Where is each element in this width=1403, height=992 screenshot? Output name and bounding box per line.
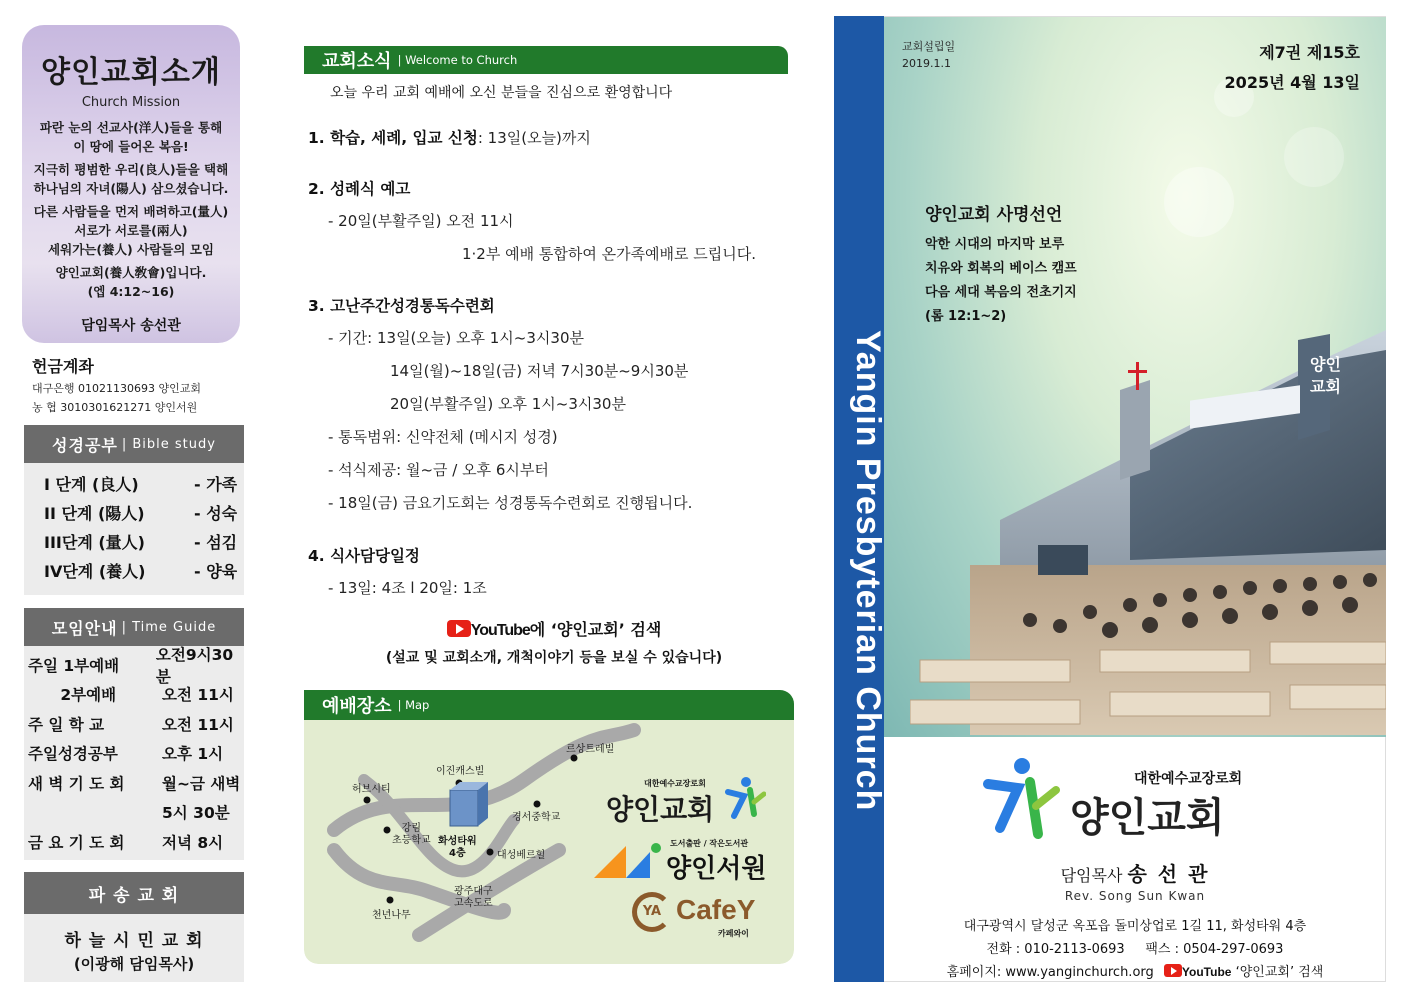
- map-label: 천년나무: [372, 910, 411, 921]
- bible-study-title: 성경공부: [52, 435, 118, 455]
- cover-web-line: [884, 961, 1386, 980]
- mission-line: (엡 4:12~16): [87, 284, 175, 299]
- cafe-name: CafeY: [676, 894, 756, 925]
- cover-church-name: 양인교회: [1070, 795, 1225, 841]
- map-label: 강림 초등학교: [392, 823, 431, 846]
- news-line: - 20일(부활주일) 오전 11시: [328, 212, 514, 230]
- map-label: 광주대구 고속도로: [454, 886, 493, 909]
- map-logo2-top: 도서출판 / 작은도서관: [670, 839, 749, 848]
- offering-title: 헌금계좌: [32, 357, 94, 376]
- offering-account: 농 협 3010301621271 양인서원: [32, 401, 198, 414]
- cover-pastor: [884, 858, 1386, 887]
- church-photo: [910, 330, 1386, 735]
- mission-line: 양인교회(養人敎會)입니다.: [55, 265, 207, 280]
- news-line: 1·2부 예배 통합하여 온가족예배로 드립니다.: [462, 245, 757, 263]
- declaration-line: (롬 12:1~2): [925, 309, 1007, 324]
- time-row: 주일 1부예배 오전9시30분: [28, 645, 234, 686]
- issue-date: 2025년 4월 13일: [1224, 73, 1360, 92]
- time-guide-title: 모임안내: [51, 618, 118, 638]
- declaration-line: 악한 시대의 마지막 보루: [925, 237, 1065, 252]
- svg-text:교회: 교회: [1310, 377, 1341, 396]
- news-header: [304, 46, 788, 74]
- declaration-line: 치유와 회복의 베이스 캠프: [925, 261, 1077, 276]
- map-logo1: 양인교회: [606, 793, 715, 826]
- cover-phone: 전화 : 010-2113-0693 팩스 : 0504-297-0693: [986, 942, 1284, 957]
- bible-study-title-en: | Bible study: [121, 436, 216, 452]
- cafe-logo-icon: YA: [632, 892, 672, 932]
- established-info: [902, 38, 955, 72]
- youtube-sub: (설교 및 교회소개, 개척이야기 등을 보실 수 있습니다): [385, 650, 723, 666]
- map-title-en: | Map: [397, 698, 430, 712]
- mission-line: 세워가는(養人) 사람들의 모임: [48, 242, 214, 257]
- news-welcome: 오늘 우리 교회 예배에 오신 분들을 진심으로 환영합니다: [330, 85, 673, 101]
- time-row: 5시 30분: [162, 804, 230, 823]
- mission-line: 지극히 평범한 우리(良人)들을 택해: [33, 162, 229, 177]
- mission-line: 이 땅에 들어온 복음!: [73, 139, 189, 154]
- homepage-link[interactable]: 홈페이지: www.yanginchurch.org: [946, 965, 1154, 980]
- svg-text:양인: 양인: [1310, 355, 1341, 374]
- pastor-name-en: Rev. Song Sun Kwan: [1064, 889, 1206, 903]
- map-area[interactable]: [304, 720, 794, 964]
- issue-volume: 제7권 제15호: [1259, 43, 1360, 62]
- mission-pastor: 담임목사 송선관: [81, 318, 181, 334]
- news-line: - 13일: 4조 l 20일: 1조: [328, 579, 487, 597]
- news-section-title: 2. 성례식 예고: [308, 180, 411, 198]
- news-title-en: | Welcome to Church: [397, 53, 518, 67]
- church-logo-icon: [980, 754, 1060, 844]
- declaration-line: 다음 세대 복음의 전초기지: [925, 285, 1077, 300]
- building-icon: [450, 782, 488, 826]
- map-title: 예배장소: [322, 696, 392, 717]
- cover-address: 대구광역시 달성군 옥포읍 돌미상업로 1길 11, 화성타워 4층: [963, 919, 1307, 934]
- offering-account: 대구은행 01021130693 양인교회: [32, 382, 201, 395]
- mission-subtitle: Church Mission: [81, 95, 181, 110]
- time-row: 주일성경공부 오후 1시: [28, 745, 224, 764]
- church-mission-box: [22, 25, 240, 343]
- news-line: 14일(월)~18일(금) 저녁 7시30분~9시30분: [390, 362, 689, 380]
- youtube-wordmark: YouTube: [1181, 965, 1232, 979]
- map-label: 화성타워 4층: [438, 836, 477, 859]
- time-guide-box: [24, 608, 244, 860]
- mission-line: 하나님의 자녀(陽人) 삼으셨습니다.: [33, 181, 229, 196]
- news-line: : 13일(오늘)까지: [477, 129, 591, 147]
- map-label: 경서중학교: [512, 812, 561, 823]
- news-item-1: [308, 126, 591, 148]
- news-section-title: 4. 식사담당일정: [308, 547, 420, 565]
- news-line: - 통독범위: 신약전체 (메시지 성경): [328, 428, 558, 446]
- youtube-icon: [1164, 964, 1182, 977]
- youtube-wordmark: YouTube: [470, 622, 530, 639]
- map-box: [304, 690, 794, 964]
- youtube-search-text: 에 ‘양인교회’ 검색: [529, 620, 662, 639]
- time-row: 주 일 학 교 오전 11시: [28, 715, 234, 734]
- time-guide-title-en: | Time Guide: [121, 619, 217, 635]
- time-row: 금 요 기 도 회 저녁 8시: [28, 833, 224, 852]
- mission-declaration: [925, 200, 1077, 329]
- mission-title: 양인교회소개: [41, 55, 221, 90]
- bible-row: IV단계 (養人) - 양육: [44, 562, 238, 581]
- youtube-icon: [447, 620, 471, 637]
- declaration-title: 양인교회 사명선언: [925, 205, 1063, 225]
- bible-row: III단계 (量人) - 섬김: [44, 533, 238, 552]
- map-label: 이진캐스빌: [436, 766, 485, 777]
- map-label: 르상트레빌: [566, 744, 615, 755]
- cover-vertical-title: Yangin Presbyterian Church: [849, 330, 887, 812]
- youtube-search-line: [304, 617, 804, 640]
- sent-church-pastor: (이광해 담임목사): [73, 955, 195, 973]
- sent-church-box: [24, 872, 244, 982]
- sent-church-title: 파 송 교 회: [24, 872, 244, 914]
- church-logo-icon: [720, 774, 766, 820]
- pastor-label: 담임목사: [1060, 866, 1123, 885]
- map-label: 대성베르힐: [497, 850, 546, 861]
- bookstore-logo-icon: [590, 838, 666, 882]
- established-date: 2019.1.1: [902, 57, 951, 70]
- cover-denomination: 대한예수교장로회: [1134, 771, 1243, 787]
- map-logo1-top: 대한예수교장로회: [644, 779, 706, 788]
- sent-church-name: 하 늘 시 민 교 회: [64, 931, 204, 951]
- news-line: - 18일(금) 금요기도회는 성경통독수련회로 진행됩니다.: [328, 494, 693, 512]
- news-section-title: 3. 고난주간성경통독수련회: [308, 297, 495, 315]
- map-label: 허브시티: [352, 784, 391, 795]
- time-row: 새 벽 기 도 회 월~금 새벽: [28, 774, 241, 793]
- bible-row: I 단계 (良人) - 가족: [44, 475, 238, 494]
- pastor-name: 송 선 관: [1127, 862, 1210, 886]
- news-line: - 기간: 13일(오늘) 오후 1시~3시30분: [328, 329, 584, 347]
- cover-info: [884, 760, 1386, 980]
- mission-line: 다른 사람들을 먼저 배려하고(量人): [33, 204, 229, 219]
- youtube-search-text: ‘양인교회’ 검색: [1235, 965, 1324, 980]
- issue-info: [1200, 38, 1360, 98]
- news-section-title: 1. 학습, 세례, 입교 신청: [308, 129, 478, 147]
- bible-study-box: [24, 425, 244, 595]
- bible-row: II 단계 (陽人) - 성숙: [44, 504, 238, 523]
- cafe-subname: 카페와이: [718, 929, 749, 938]
- established-label: 교회설립일: [902, 40, 956, 53]
- news-title: 교회소식: [322, 51, 392, 72]
- time-row: 2부예배 오전 11시: [28, 686, 234, 705]
- news-line: - 석식제공: 월~금 / 오후 6시부터: [328, 461, 549, 479]
- news-line: 20일(부활주일) 오후 1시~3시30분: [390, 395, 626, 413]
- mission-line: 파란 눈의 선교사(洋人)들을 통해: [39, 120, 223, 135]
- mission-line: 서로가 서로를(兩人): [74, 223, 188, 238]
- map-logo2: 양인서원: [666, 854, 767, 884]
